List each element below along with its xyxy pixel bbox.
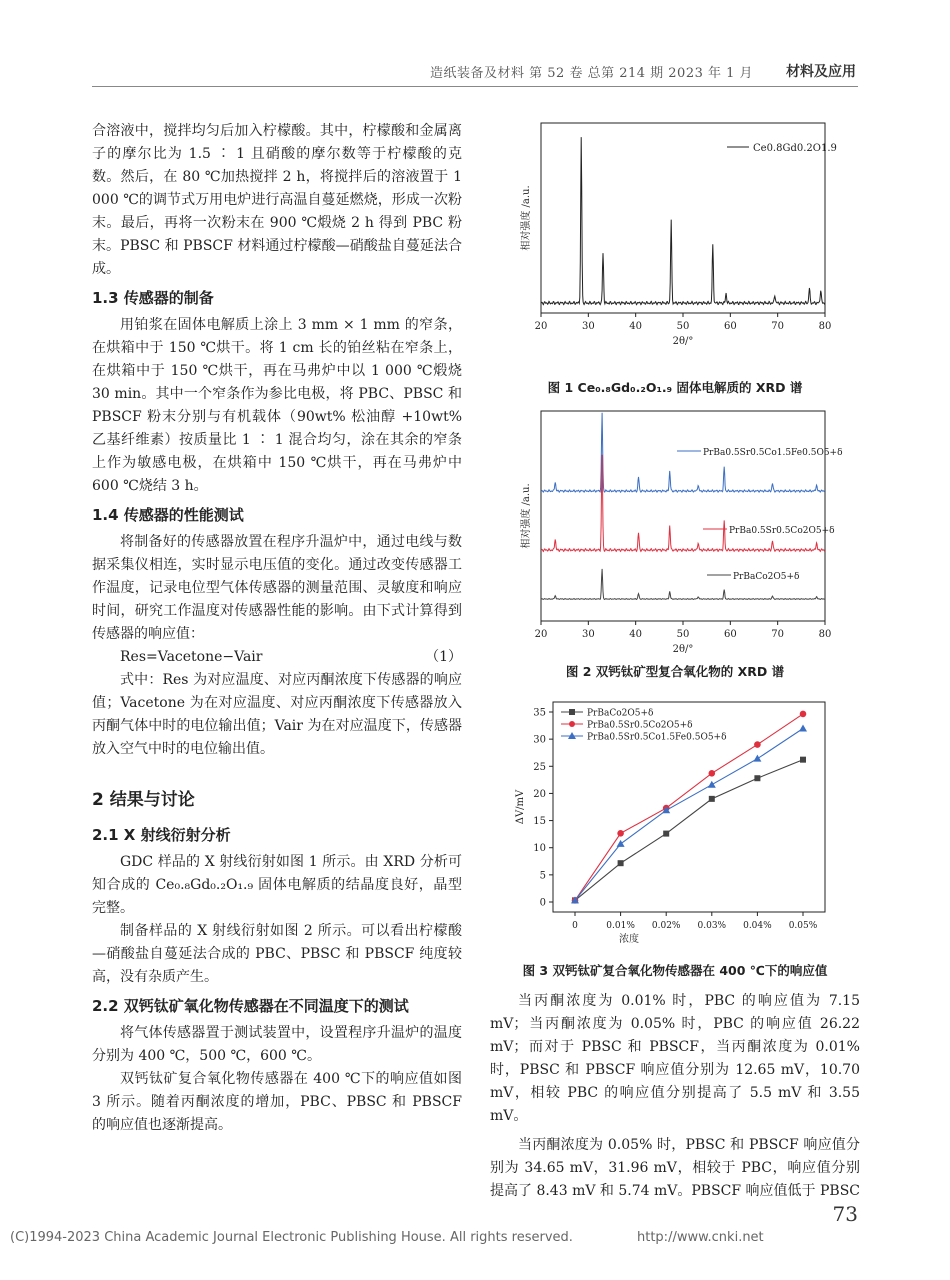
x-tick-label: 20: [534, 629, 548, 640]
equation: [92, 646, 462, 669]
paragraph: 当丙酮浓度为 0.05% 时，PBSC 和 PBSCF 响应值分别为 34.65 mV，31.96 mV，相较于 PBC，响应值分别提高了 8.43 mV 和 5.74 mV。PBSCF 响应值低于 PBSC: [490, 1137, 861, 1199]
x-tick-label: 40: [629, 629, 643, 640]
legend-label: PrBa0.5Sr0.5Co2O5+δ: [729, 526, 835, 536]
data-point: [617, 840, 625, 847]
x-tick-label: 70: [771, 629, 785, 640]
right-column-text: [490, 990, 860, 1203]
legend-label: PrBaCo2O5+δ: [587, 708, 654, 719]
data-point: [663, 831, 669, 837]
legend-marker: [569, 709, 575, 715]
y-tick-label: 10: [533, 843, 546, 855]
section-heading-1-3: 1.3 传感器的制备: [92, 289, 214, 307]
xrd-series-line: [541, 455, 825, 552]
legend-label: PrBa0.5Sr0.5Co1.5Fe0.5O5+δ: [703, 448, 843, 458]
y-tick-label: 30: [533, 734, 546, 746]
x-tick-label: 0.05%: [788, 921, 818, 931]
y-tick-label: 15: [533, 816, 546, 828]
x-axis-label: 2θ/°: [672, 644, 694, 655]
legend-marker: [569, 721, 575, 727]
paragraph: 制备样品的 X 射线衍射如图 2 所示。可以看出柠檬酸—硝酸盐自蔓延法合成的 PBC、PBSC 和 PBSCF 纯度较高，没有杂质产生。: [92, 923, 462, 985]
chemical-formula: Ce₀.₈Gd₀.₂O₁.₉: [155, 877, 254, 893]
data-point: [754, 741, 761, 748]
xrd-series-line: [541, 137, 825, 305]
data-point: [618, 860, 624, 866]
paragraph: 将气体传感器置于测试装置中，设置程序升温炉的温度分别为 400 ℃，500 ℃，600 ℃。: [92, 1025, 462, 1064]
y-axis-label: 相对强度 /a.u.: [521, 185, 532, 251]
y-axis-label: 相对强度 /a.u.: [521, 483, 532, 549]
data-point: [617, 830, 624, 837]
y-tick-label: 25: [533, 761, 546, 773]
figure-1-xrd-chart: [505, 115, 845, 370]
paragraph: 式中：Res 为对应温度、对应丙酮浓度下传感器的响应值；Vacetone 为在对应温度、对应丙酮浓度下传感器放入丙酮气体中时的电位输出值；Vair 为在对应温度下，传感器放入空气中时的电位输出值。: [92, 672, 462, 757]
x-tick-label: 0.04%: [743, 921, 772, 931]
section-heading-2: 2 结果与讨论: [92, 790, 195, 810]
footer-url: http://www.cnki.net: [637, 1230, 764, 1245]
x-tick-label: 80: [818, 321, 832, 332]
data-point: [754, 775, 760, 781]
running-header: [0, 58, 950, 88]
paragraph: 双钙钛矿复合氧化物传感器在 400 ℃下的响应值如图 3 所示。随着丙酮浓度的增加，PBC、PBSC 和 PBSCF 的响应值也逐渐提高。: [92, 1071, 462, 1133]
data-point: [800, 711, 807, 718]
figure-3-response-chart: [505, 688, 845, 953]
y-axis-label: ΔV/mV: [515, 789, 526, 825]
x-tick-label: 60: [723, 321, 737, 332]
paragraph: 将制备好的传感器放置在程序升温炉中，通过电线与数据采集仪相连，实时显示电压值的变化。通过改变传感器工作温度，记录电位型气体传感器的测量范围、灵敏度和响应时间，研究工作温度对传感器性能的影响。由下式计算得到传感器的响应值：: [92, 534, 462, 642]
figure-2-xrd-chart: [505, 405, 845, 655]
y-tick-label: 35: [533, 707, 546, 719]
paragraph: 当丙酮浓度为 0.01% 时，PBC 的响应值为 7.15 mV；当丙酮浓度为 0.05% 时，PBC 的响应值 26.22 mV；而对于 PBSC 和 PBSCF，当丙酮浓度为 0.01% 时，PBSC 和 PBSCF 响应值分别为 12.65 mV，10.70 mV，相较 PBC 的响应值分别提高了 5.5 mV 和 3.55 mV。: [490, 993, 860, 1124]
figure-1-caption: 图 1 Ce₀.₈Gd₀.₂O₁.₉ 固体电解质的 XRD 谱: [547, 380, 803, 395]
section-heading-2-1: 2.1 X 射线衍射分析: [92, 826, 231, 844]
x-tick-label: 30: [581, 629, 595, 640]
section-title: 材料及应用: [786, 64, 856, 80]
x-tick-label: 0.02%: [651, 921, 681, 931]
paragraph: GDC 样品的 X 射线衍射如图 1 所示。由 XRD 分析可知合成的 Ce₀.₈Gd₀.₂O₁.₉ 固体电解质的结晶度良好，晶型完整。: [92, 854, 463, 916]
figure-2-caption: 图 2 双钙钛矿型复合氧化物的 XRD 谱: [565, 664, 785, 679]
x-tick-label: 80: [818, 629, 832, 640]
y-tick-label: 0: [539, 897, 546, 909]
x-axis-label: 2θ/°: [672, 336, 694, 347]
legend-label: PrBaCo2O5+δ: [733, 572, 800, 582]
header-rule: [92, 86, 858, 87]
x-tick-label: 20: [534, 321, 548, 332]
figure-3-caption: 图 3 双钙钛矿复合氧化物传感器在 400 ℃下的响应值: [522, 963, 828, 978]
series-line: [575, 729, 803, 901]
x-tick-label: 60: [723, 629, 737, 640]
legend-label: PrBa0.5Sr0.5Co2O5+δ: [587, 720, 693, 731]
journal-info: 造纸装备及材料 第 52 卷 总第 214 期 2023 年 1 月: [430, 66, 754, 81]
x-tick-label: 0.01%: [606, 921, 635, 931]
x-tick-label: 70: [771, 321, 785, 332]
section-heading-1-4: 1.4 传感器的性能测试: [92, 506, 244, 524]
y-tick-label: 5: [539, 870, 546, 882]
page-number: 73: [832, 1202, 858, 1226]
series-line: [575, 760, 803, 901]
section-heading-2-2: 2.2 双钙钛矿氧化物传感器在不同温度下的测试: [92, 997, 409, 1015]
equation-body: Res=Vacetone−Vair: [120, 649, 263, 665]
data-point: [709, 770, 716, 777]
data-point: [708, 781, 716, 788]
data-point: [753, 755, 761, 762]
data-point: [709, 796, 715, 802]
x-tick-label: 0.03%: [697, 921, 727, 931]
legend-label: Ce0.8Gd0.2O1.9: [753, 143, 837, 154]
x-axis-label: 浓度: [619, 934, 639, 945]
data-point: [800, 757, 806, 763]
x-tick-label: 50: [676, 321, 690, 332]
x-tick-label: 50: [676, 629, 690, 640]
plot-frame: [541, 411, 825, 621]
x-tick-label: 0: [572, 921, 578, 931]
x-tick-label: 40: [629, 321, 643, 332]
y-tick-label: 20: [533, 788, 546, 800]
x-tick-label: 30: [581, 321, 595, 332]
copyright: (C)1994-2023 China Academic Journal Electronic Publishing House. All rights reserved.: [10, 1230, 573, 1245]
left-column: [92, 120, 462, 1137]
data-point: [799, 725, 807, 732]
paragraph: 合溶液中，搅拌均匀后加入柠檬酸。其中，柠檬酸和金属离子的摩尔比为 1.5 ∶ 1 且硝酸的摩尔数等于柠檬酸的克数。然后，在 80 ℃加热搅拌 2 h，将搅拌后的溶液置于 1 000 ℃的调节式万用电炉进行高温自蔓延燃烧，形成一次粉末。最后，再将一次粉末在 900 ℃煅烧 2 h 得到 PBC 粉末。PBSC 和 PBSCF 材料通过柠檬酸—硝酸盐自蔓延法合成。: [92, 123, 462, 277]
legend-label: PrBa0.5Sr0.5Co1.5Fe0.5O5+δ: [587, 732, 727, 743]
paragraph: 用铂浆在固体电解质上涂上 3 mm × 1 mm 的窄条，在烘箱中于 150 ℃烘干。将 1 cm 长的铂丝粘在窄条上，在烘箱中于 150 ℃烘干，再在马弗炉中以 1 000 ℃煅烧 30 min。其中一个窄条作为参比电极，将 PBC、PBSC 和 PBSCF 粉末分别与有机载体（90wt% 松油醇 +10wt% 乙基纤维素）按质量比 1 ∶ 1 混合均匀，涂在其余的窄条上作为敏感电极，在烘箱中 150 ℃烘干，再在马弗炉中 600 ℃烧结 3 h。: [92, 317, 462, 494]
equation-number: （1）: [425, 649, 462, 665]
